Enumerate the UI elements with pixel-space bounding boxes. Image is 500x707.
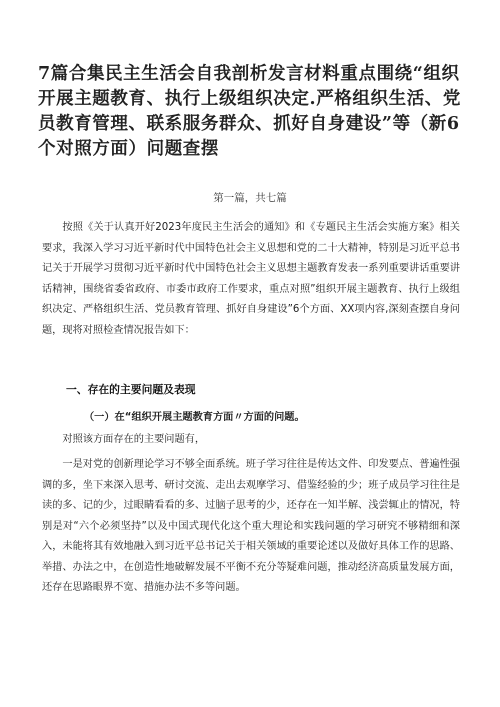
heading-subsection-1: （一）在“组织开展主题教育方面〃方面的问题。 [84,412,305,423]
intro-paragraph: 按照《关于认真开好2023年度民主生活会的通知》和《专题民主生活会实施方案》相关要求，我深入学习习近平新时代中国特色社会主义思想和党的二十大精神，特别是习近平总书记关于开展学习贯彻习近平新时代中国特色社会主义思想主题教育发表一系列重要讲话重要讲话精神，围绕省委省政府、市委市政府工作要求，重点对照”组织开展主题教育、执行上级组织决定、严格组织生活、党员教育管理、抓好自身建设”6个方面、XX项内容,深刻查摆自身问题，现将对照检查情况报告如下： [42,222,460,336]
document-title: 7篇合集民主生活会自我剖析发言材料重点围绕“组织开展主题教育、执行上级组织决定.严格组织生活、党员教育管理、联系服务群众、抓好自身建设”等（新6个对照方面）问题查摆 [38,64,461,159]
heading-main-problems: 一、存在的主要问题及表现 [66,383,196,396]
section-label: 第一篇，共七篇 [213,192,287,204]
lead-paragraph: 对照该方面存在的主要问题有， [62,434,206,445]
problem-paragraph: 一是对党的创新理论学习不够全面系统。班子学习往往是传达文件、印发要点、普遍性强调的多，坐下来深入思考、研讨交流、走出去观摩学习、借鉴经验的少；班子成员学习往往是读的多、记的少，过眼睛看看的多、过脑子思考的少，还存在一知半解、浅尝辄止的情况，特别是对“六个必须坚持”以及中国式现代化这个重大理论和实践问题的学习研究不够精细和深入，未能将其有效地融入到习近平总书记关于相关领域的重要论述以及做好具体工作的思路、举措、办法之中，在创造性地破解发展不平衡不充分等疑难问题，推动经济高质量发展方面，还存在思路眼界不宽、措施办法不多等问题。 [42,459,460,593]
